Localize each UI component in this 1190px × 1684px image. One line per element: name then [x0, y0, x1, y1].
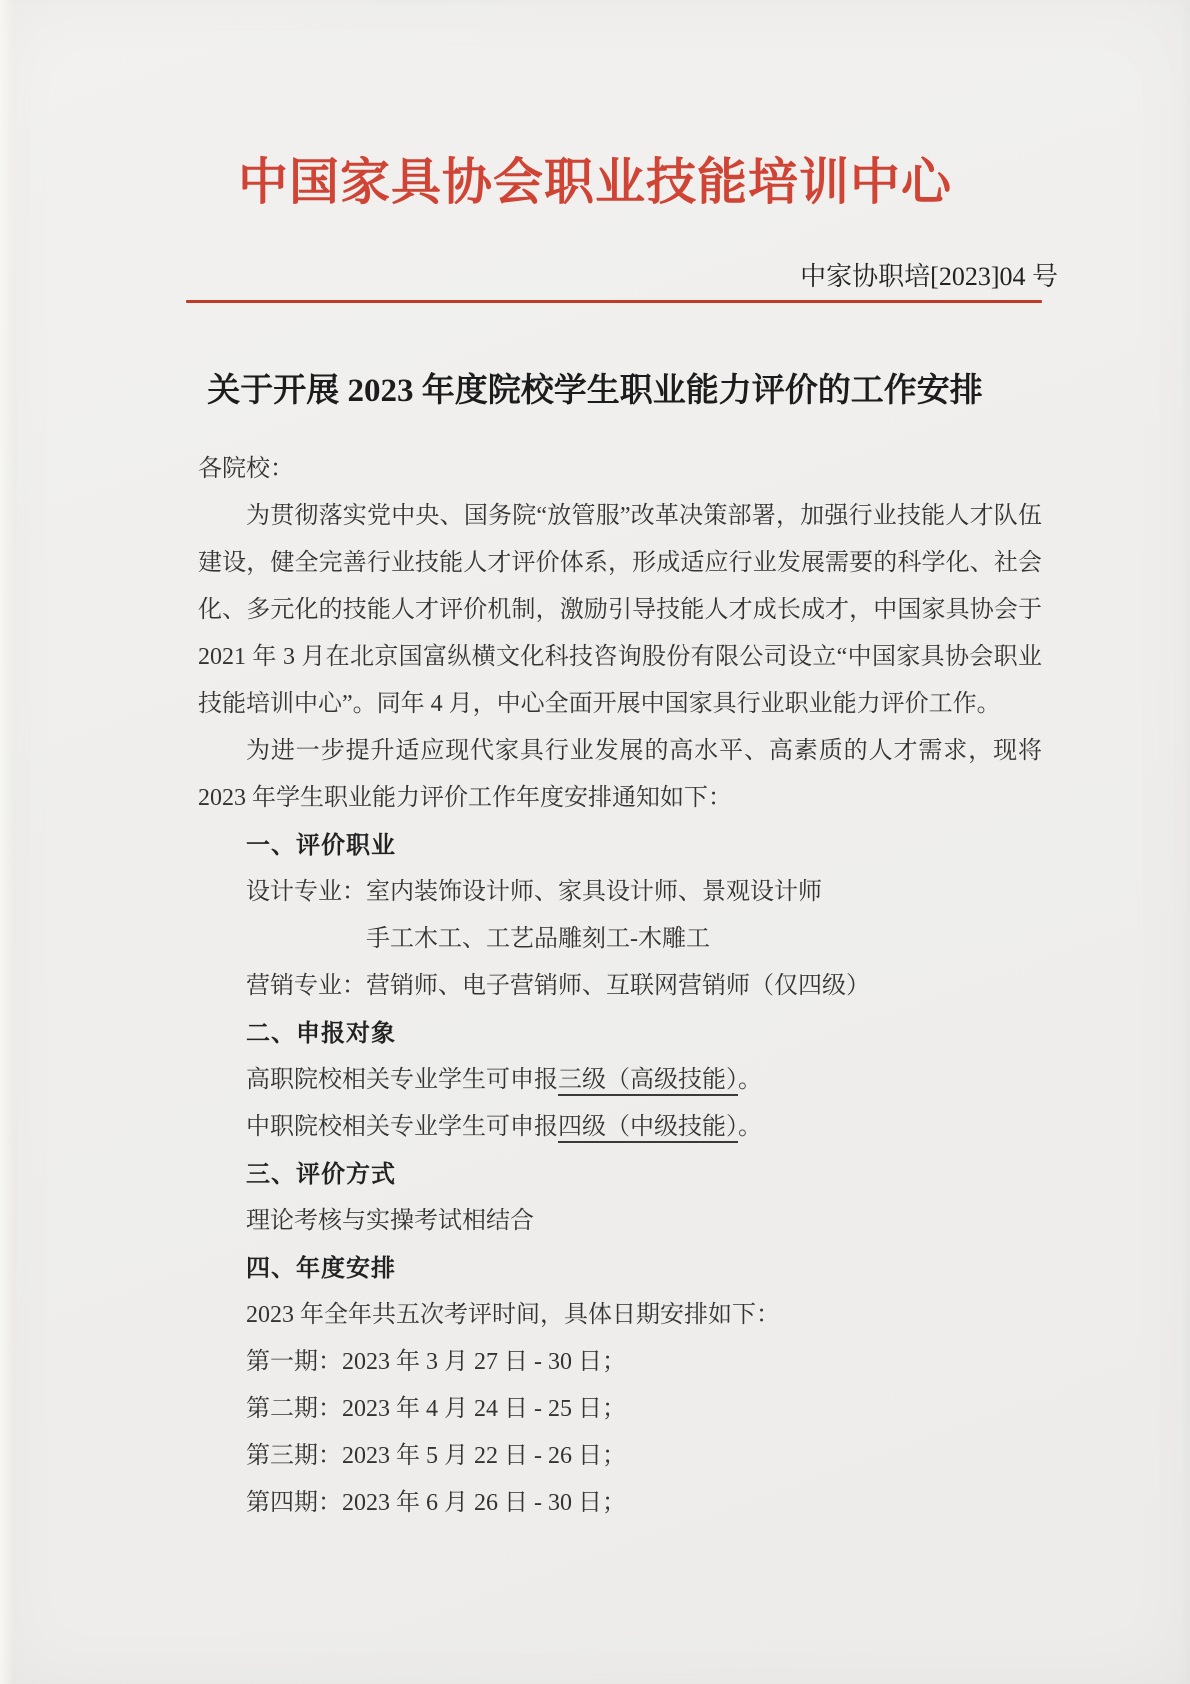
section-2-heading: 二、申报对象	[246, 1020, 396, 1047]
eligibility-line-secondary	[246, 1104, 1042, 1151]
paragraph-background: 为贯彻落实党中央、国务院“放管服”改革决策部署，加强行业技能人才队伍建设，健全完善行业技能人才评价体系，形成适应行业发展需要的科学化、社会化、多元化的技能人才评价机制，激励引导技能人才成长成才，中国家具协会于 2021 年 3 月在北京国富纵横文化科技咨询股份有限公司设立“中国家具协会职业技能培训中心”。同年 4 月，中心全面开展中国家具行业职业能力评价工作。	[198, 503, 1042, 717]
marketing-majors-label: 营销专业：	[246, 973, 366, 999]
schedule-period-1: 第一期：2023 年 3 月 27 日 - 30 日；	[246, 1349, 626, 1375]
section-1-heading: 一、评价职业	[246, 832, 396, 859]
schedule-period-3: 第三期：2023 年 5 月 22 日 - 26 日；	[246, 1443, 626, 1469]
underlined-level-three: 三级（高级技能）	[558, 1067, 738, 1093]
design-majors-label: 设计专业：	[246, 879, 366, 905]
document-body	[198, 446, 1042, 1527]
section-3-heading: 三、评价方式	[246, 1161, 396, 1188]
eligibility-line-secondary-suffix: 。	[738, 1114, 762, 1140]
section-4-heading: 四、年度安排	[246, 1255, 396, 1282]
eligibility-line-higher-prefix: 高职院校相关专业学生可申报	[246, 1067, 558, 1093]
marketing-majors-row: 营销师、电子营销师、互联网营销师（仅四级）	[366, 973, 870, 999]
letterhead-title: 中国家具协会职业技能培训中心	[238, 154, 952, 210]
salutation: 各院校：	[198, 456, 294, 482]
evaluation-method-line: 理论考核与实操考试相结合	[246, 1208, 534, 1234]
doc-number: 中家协职培[2023]04 号	[800, 262, 1058, 291]
design-majors-row-2: 手工木工、工艺品雕刻工-木雕工	[366, 926, 710, 952]
marketing-majors-list	[366, 963, 1042, 1010]
eligibility-line-higher-suffix: 。	[738, 1067, 762, 1093]
design-majors-row-1: 室内装饰设计师、家具设计师、景观设计师	[366, 879, 822, 905]
eligibility-line-higher	[246, 1057, 1042, 1104]
design-majors-line	[246, 869, 1042, 963]
paragraph-purpose: 为进一步提升适应现代家具行业发展的高水平、高素质的人才需求，现将 2023 年学生职业能力评价工作年度安排通知如下：	[198, 738, 1042, 811]
underlined-level-four: 四级（中级技能）	[558, 1114, 738, 1140]
schedule-period-4: 第四期：2023 年 6 月 26 日 - 30 日；	[246, 1490, 626, 1516]
schedule-intro: 2023 年全年共五次考评时间，具体日期安排如下：	[246, 1302, 780, 1328]
letterhead-rule	[186, 300, 1042, 303]
eligibility-line-secondary-prefix: 中职院校相关专业学生可申报	[246, 1114, 558, 1140]
marketing-majors-line	[246, 963, 1042, 1010]
document-title: 关于开展 2023 年度院校学生职业能力评价的工作安排	[207, 373, 983, 409]
design-majors-list	[366, 869, 1042, 963]
schedule-period-2: 第二期：2023 年 4 月 24 日 - 25 日；	[246, 1396, 626, 1422]
